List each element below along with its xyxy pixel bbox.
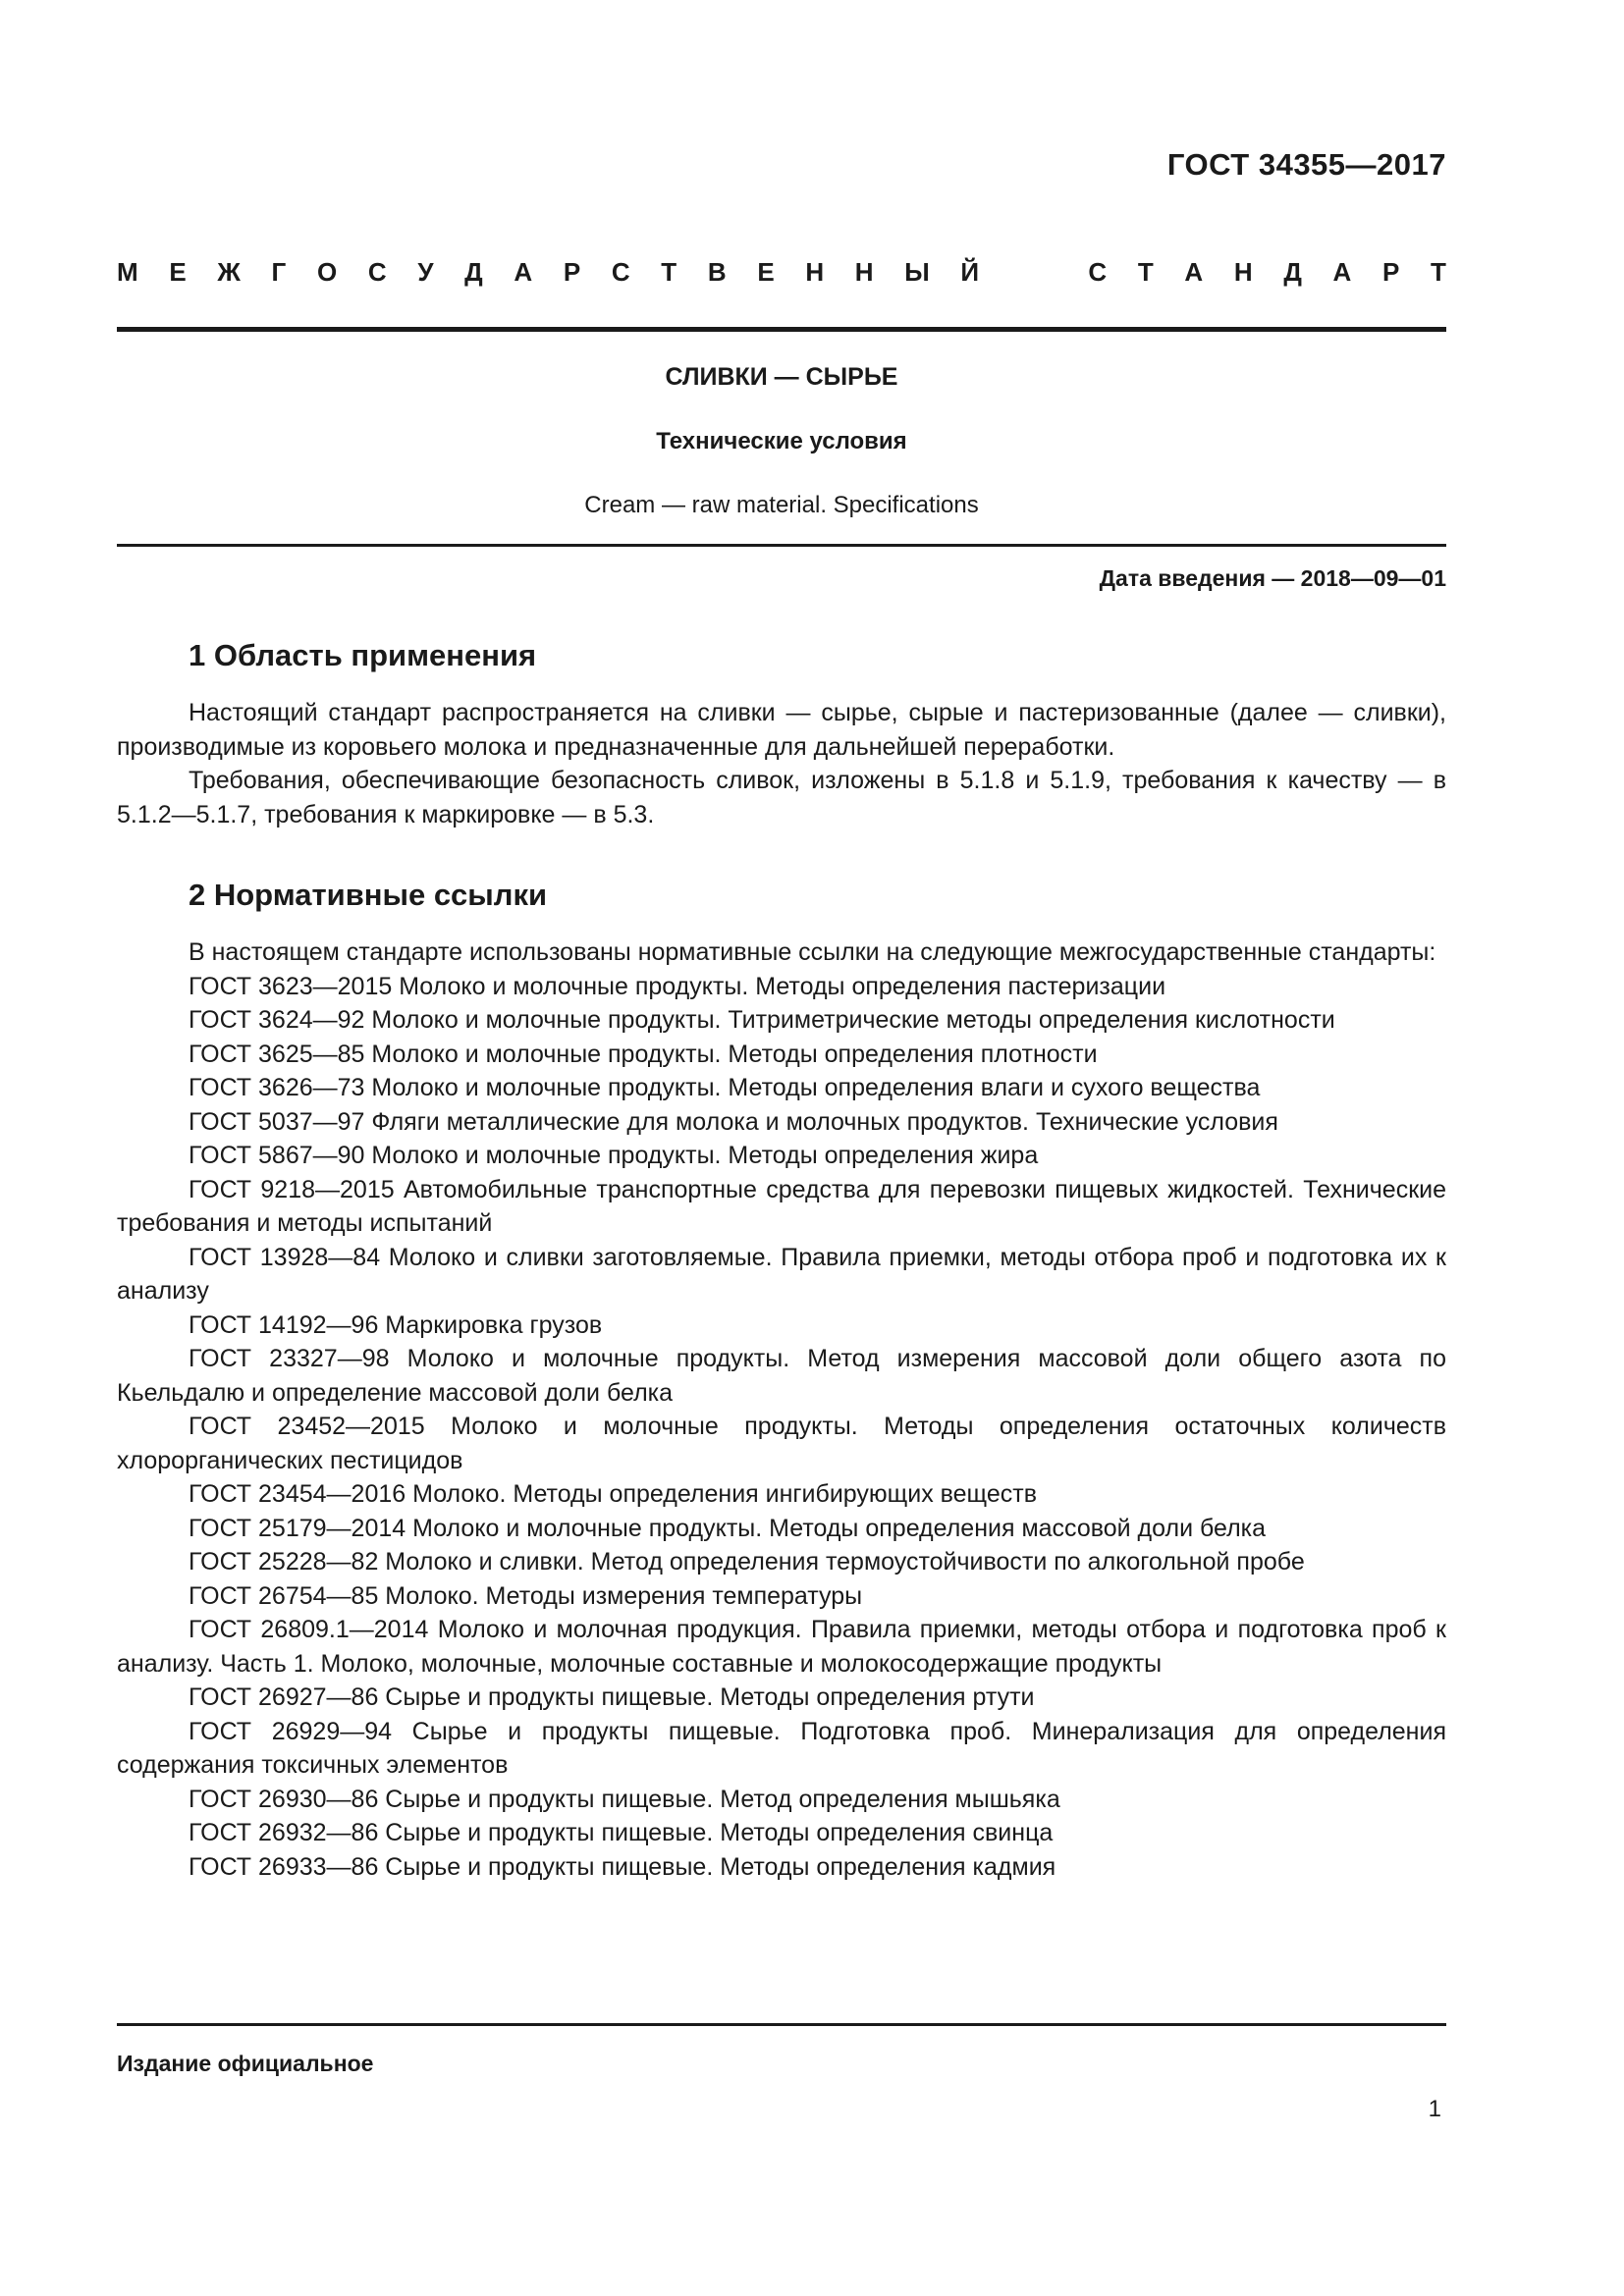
header-divider bbox=[117, 327, 1446, 332]
heading-letter: Г bbox=[271, 257, 287, 287]
paragraph: В настоящем стандарте использованы нормативные ссылки на следующие межгосударственные стандарты: bbox=[189, 938, 1436, 966]
heading-letter: Й bbox=[960, 257, 980, 287]
section-scope bbox=[117, 636, 1446, 831]
document-subtitle: Технические условия bbox=[656, 428, 907, 454]
english-title: Cream — raw material. Specifications bbox=[584, 492, 979, 518]
heading-letter: Н bbox=[805, 257, 825, 287]
heading-letter: Н bbox=[854, 257, 874, 287]
reference-item: ГОСТ 23452—2015 Молоко и молочные продукты. Методы определения остаточных количеств хлорорганических пестицидов bbox=[117, 1413, 1446, 1474]
heading-letter: Р bbox=[1381, 257, 1400, 287]
reference-item: ГОСТ 3625—85 Молоко и молочные продукты. Методы определения плотности bbox=[189, 1040, 1098, 1068]
reference-item: ГОСТ 5037—97 Фляги металлические для молока и молочных продуктов. Технические условия bbox=[189, 1107, 1278, 1136]
reference-item: ГОСТ 25179—2014 Молоко и молочные продукты. Методы определения массовой доли белка bbox=[189, 1514, 1267, 1542]
word-gap bbox=[1010, 257, 1057, 288]
reference-item: ГОСТ 26933—86 Сырье и продукты пищевые. Методы определения кадмия bbox=[189, 1852, 1056, 1881]
heading-letter: Т bbox=[1431, 257, 1446, 287]
heading-letter: О bbox=[316, 257, 338, 287]
heading-letter: Ж bbox=[217, 257, 241, 287]
interstate-standard-heading bbox=[117, 257, 1446, 288]
heading-letter: Ы bbox=[904, 257, 930, 287]
reference-item: ГОСТ 23454—2016 Молоко. Методы определения ингибирующих веществ bbox=[189, 1480, 1037, 1508]
reference-item: ГОСТ 26930—86 Сырье и продукты пищевые. Метод определения мышьяка bbox=[189, 1785, 1060, 1813]
reference-item: ГОСТ 9218—2015 Автомобильные транспортные средства для перевозки пищевых жидкостей. Технические требования и методы испытаний bbox=[117, 1175, 1446, 1237]
section-heading: 1 Область применения bbox=[189, 638, 537, 672]
reference-item: ГОСТ 26754—85 Молоко. Методы измерения температуры bbox=[189, 1581, 863, 1610]
heading-letter: Р bbox=[563, 257, 581, 287]
reference-item: ГОСТ 26932—86 Сырье и продукты пищевые. Методы определения свинца bbox=[189, 1819, 1054, 1846]
reference-item: ГОСТ 26809.1—2014 Молоко и молочная продукция. Правила приемки, методы отбора и подготовка проб к анализу. Часть 1. Молоко, молочные, молочные составные и молокосодержащие продукты bbox=[117, 1616, 1446, 1678]
standard-number: ГОСТ 34355—2017 bbox=[1166, 147, 1446, 182]
page-number: 1 bbox=[1428, 2096, 1441, 2122]
heading-letter: С bbox=[367, 257, 387, 287]
paragraph: Требования, обеспечивающие безопасность сливок, изложены в 5.1.8 и 5.1.9, требования к качеству — в 5.1.2—5.1.7, требования к маркировке — в 5.3. bbox=[117, 767, 1446, 828]
heading-letter: С bbox=[1088, 257, 1108, 287]
section-normative-references bbox=[117, 876, 1446, 1884]
reference-item: ГОСТ 25228—82 Молоко и сливки. Метод определения термоустойчивости по алкогольной пробе bbox=[189, 1548, 1305, 1575]
heading-letter: А bbox=[1184, 257, 1204, 287]
heading-letter: А bbox=[514, 257, 533, 287]
reference-item: ГОСТ 13928—84 Молоко и сливки заготовляемые. Правила приемки, методы отбора проб и подготовка их к анализу bbox=[117, 1243, 1446, 1305]
reference-item: ГОСТ 14192—96 Маркировка грузов bbox=[189, 1310, 603, 1339]
heading-letter: А bbox=[1332, 257, 1352, 287]
heading-letter: Т bbox=[1137, 257, 1154, 287]
heading-letter: В bbox=[707, 257, 727, 287]
heading-letter: Е bbox=[169, 257, 187, 287]
official-edition-label: Издание официальное bbox=[117, 2051, 374, 2076]
reference-item: ГОСТ 5867—90 Молоко и молочные продукты. Методы определения жира bbox=[189, 1142, 1039, 1169]
heading-letter: Н bbox=[1233, 257, 1253, 287]
heading-letter: Т bbox=[661, 257, 677, 287]
reference-item: ГОСТ 3626—73 Молоко и молочные продукты. Методы определения влаги и сухого вещества bbox=[189, 1074, 1261, 1101]
title-divider bbox=[117, 544, 1446, 547]
document-title: СЛИВКИ — СЫРЬЕ bbox=[665, 363, 898, 391]
reference-item: ГОСТ 3624—92 Молоко и молочные продукты. Титриметрические методы определения кислотности bbox=[189, 1006, 1335, 1034]
paragraph: Настоящий стандарт распространяется на сливки — сырье, сырые и пастеризованные (далее — сливки), производимые из коровьего молока и предназначенные для дальнейшей переработки. bbox=[117, 699, 1446, 761]
heading-letter: С bbox=[611, 257, 630, 287]
footer-divider bbox=[117, 2023, 1446, 2026]
heading-letter: У bbox=[417, 257, 434, 287]
introduction-date: Дата введения — 2018—09—01 bbox=[1099, 565, 1446, 591]
heading-letter: Д bbox=[1283, 257, 1302, 287]
heading-letter: Д bbox=[464, 257, 483, 287]
reference-item: ГОСТ 23327—98 Молоко и молочные продукты. Метод измерения массовой доли общего азота по Кьельдалю и определение массовой доли белка bbox=[117, 1345, 1446, 1407]
reference-item: ГОСТ 3623—2015 Молоко и молочные продукты. Методы определения пастеризации bbox=[189, 972, 1166, 1000]
heading-letter: М bbox=[117, 257, 138, 287]
reference-item: ГОСТ 26929—94 Сырье и продукты пищевые. Подготовка проб. Минерализация для определения содержания токсичных элементов bbox=[117, 1717, 1446, 1779]
reference-item: ГОСТ 26927—86 Сырье и продукты пищевые. Методы определения ртути bbox=[189, 1683, 1035, 1711]
heading-letter: Е bbox=[757, 257, 775, 287]
section-heading: 2 Нормативные ссылки bbox=[189, 878, 548, 912]
